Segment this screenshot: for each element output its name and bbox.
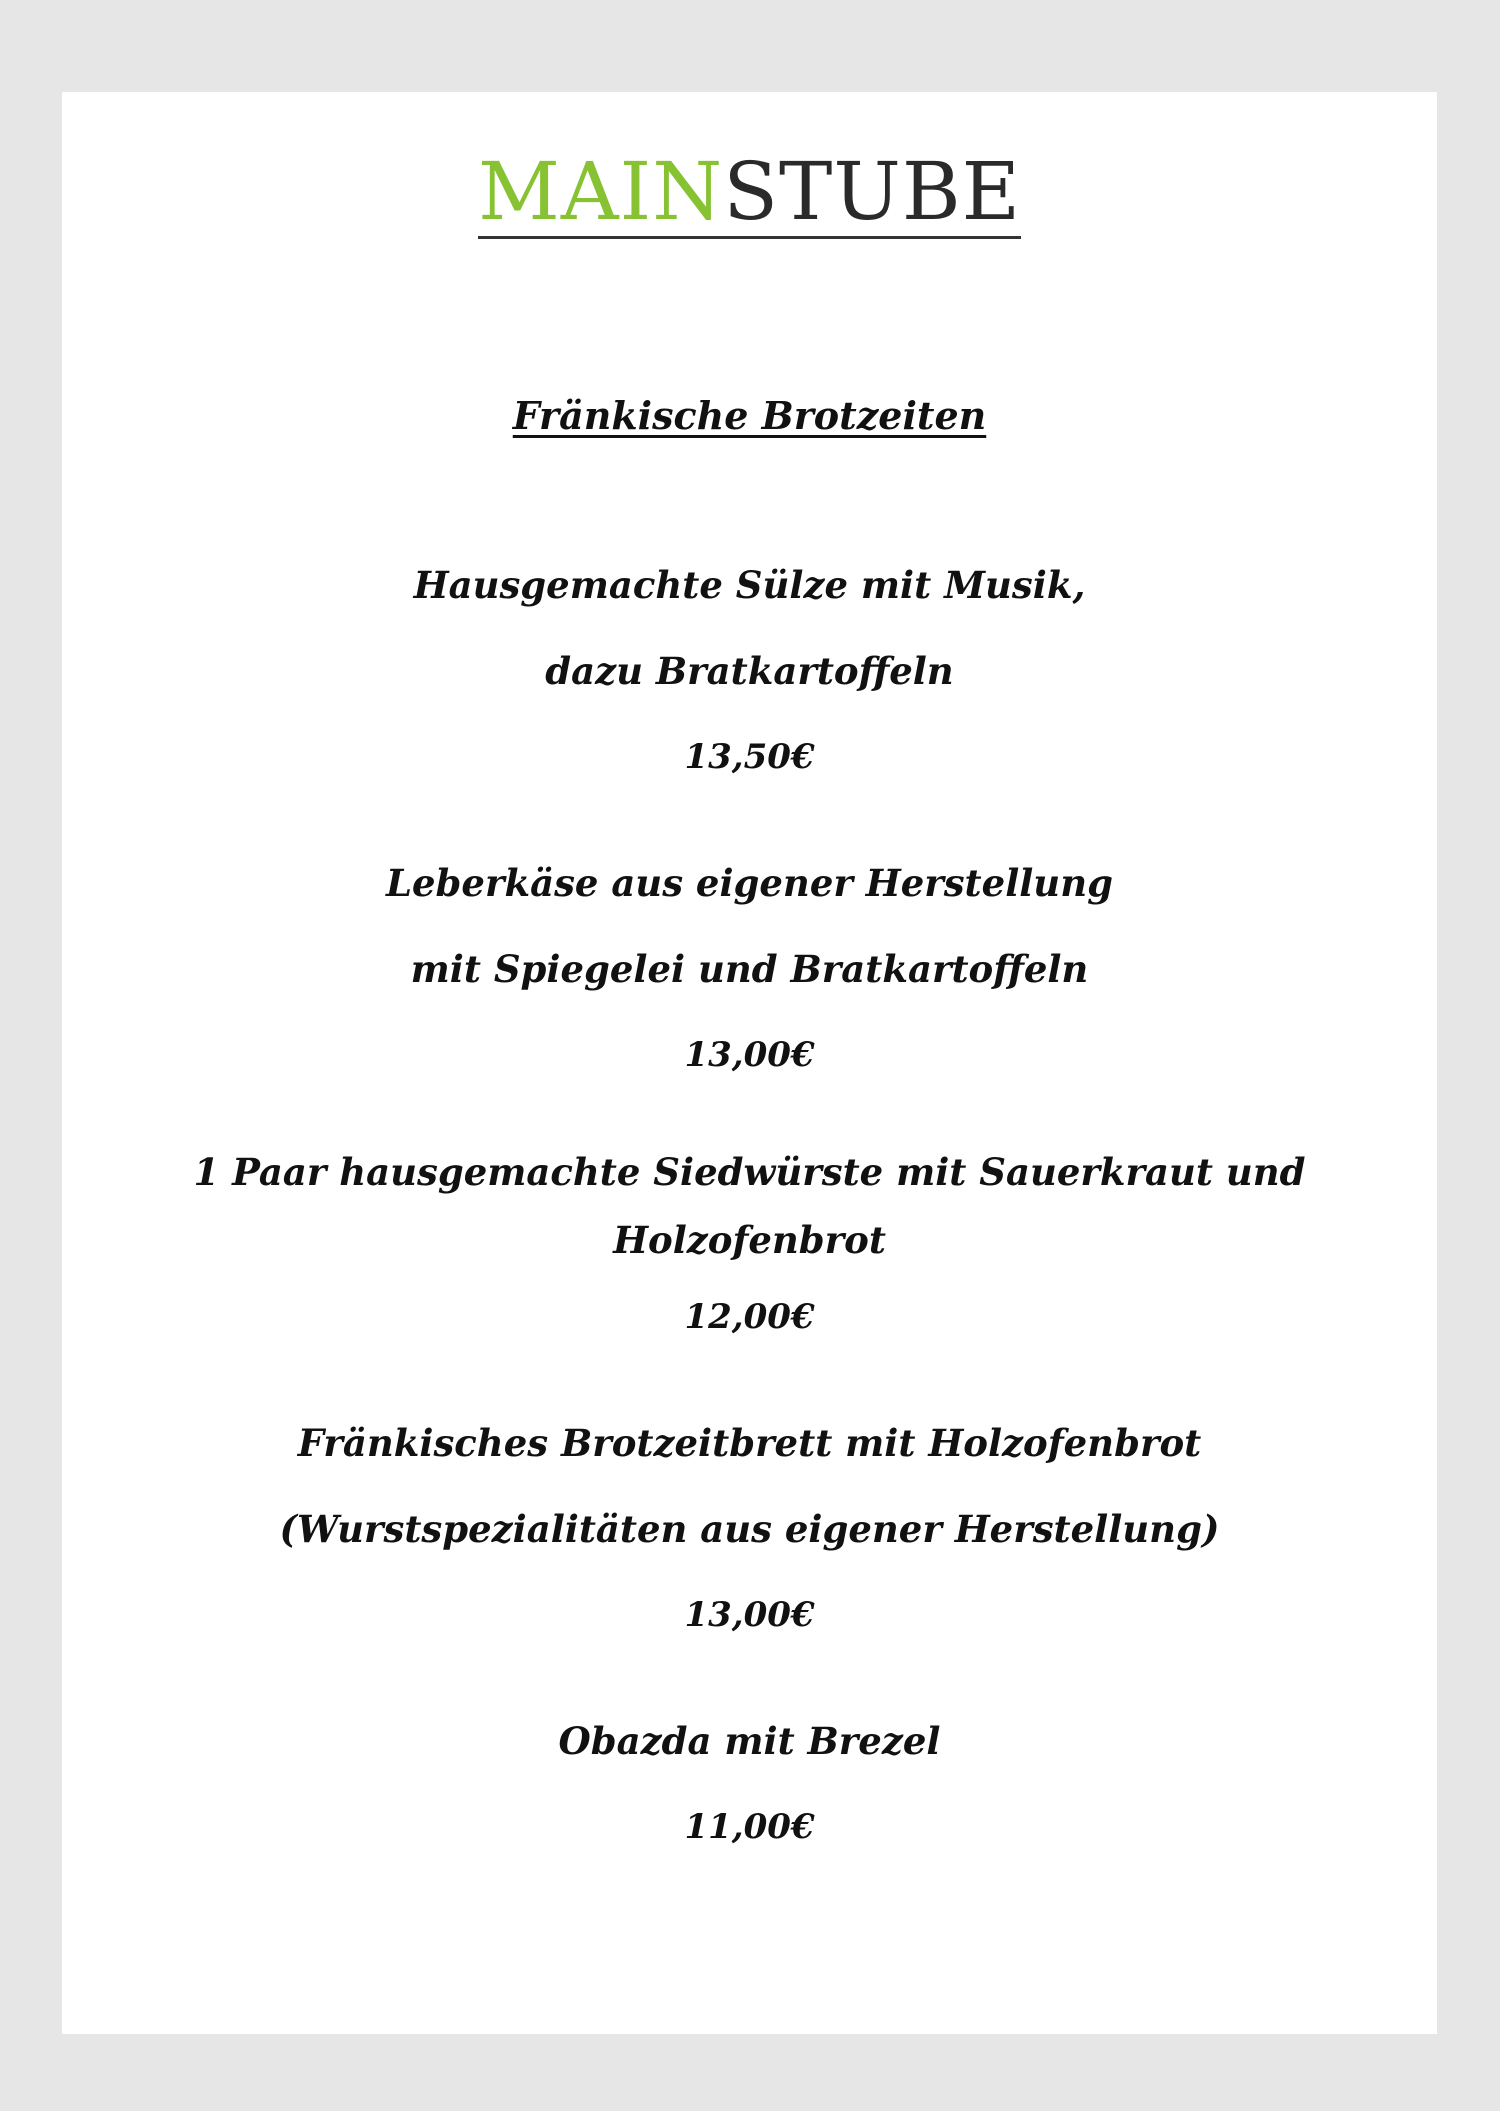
item-price: 13,50€ (684, 737, 815, 777)
item-name-line1: Obazda mit Brezel (558, 1719, 941, 1763)
logo-main-text: MAIN (477, 145, 724, 238)
spacer (62, 1658, 1437, 1698)
item-name-line1: 1 Paar hausgemachte Siedwürste mit Sauerkraut und (193, 1150, 1306, 1194)
item-price: 11,00€ (684, 1807, 815, 1847)
item-name-line2: dazu Bratkartoffeln (545, 649, 954, 693)
spacer (62, 1098, 1437, 1138)
menu-item (62, 840, 1437, 1098)
spacer (62, 1360, 1437, 1400)
item-name-line1: Hausgemachte Sülze mit Musik, (413, 563, 1086, 607)
item-price: 13,00€ (684, 1035, 815, 1075)
menu-page (62, 92, 1437, 2034)
menu-item (62, 1698, 1437, 1870)
logo-wordmark (477, 145, 1022, 239)
item-price: 12,00€ (684, 1297, 815, 1337)
logo-stube-text: STUBE (723, 145, 1022, 238)
item-name-line2: mit Spiegelei und Bratkartoffeln (410, 947, 1089, 991)
menu-item (62, 1400, 1437, 1658)
menu-item (62, 1138, 1437, 1360)
spacer (62, 440, 1437, 542)
item-price: 13,00€ (684, 1595, 815, 1635)
item-name-line2: (Wurstspezialitäten aus eigener Herstellung) (279, 1507, 1220, 1551)
item-name-line2: Holzofenbrot (613, 1218, 886, 1262)
item-name-line1: Fränkisches Brotzeitbrett mit Holzofenbrot (297, 1421, 1202, 1465)
menu-content (62, 392, 1437, 1870)
spacer (62, 800, 1437, 840)
logo (62, 145, 1437, 239)
section-title: Fränkische Brotzeiten (512, 393, 987, 438)
menu-item (62, 542, 1437, 800)
item-name-line1: Leberkäse aus eigener Herstellung (386, 861, 1113, 905)
